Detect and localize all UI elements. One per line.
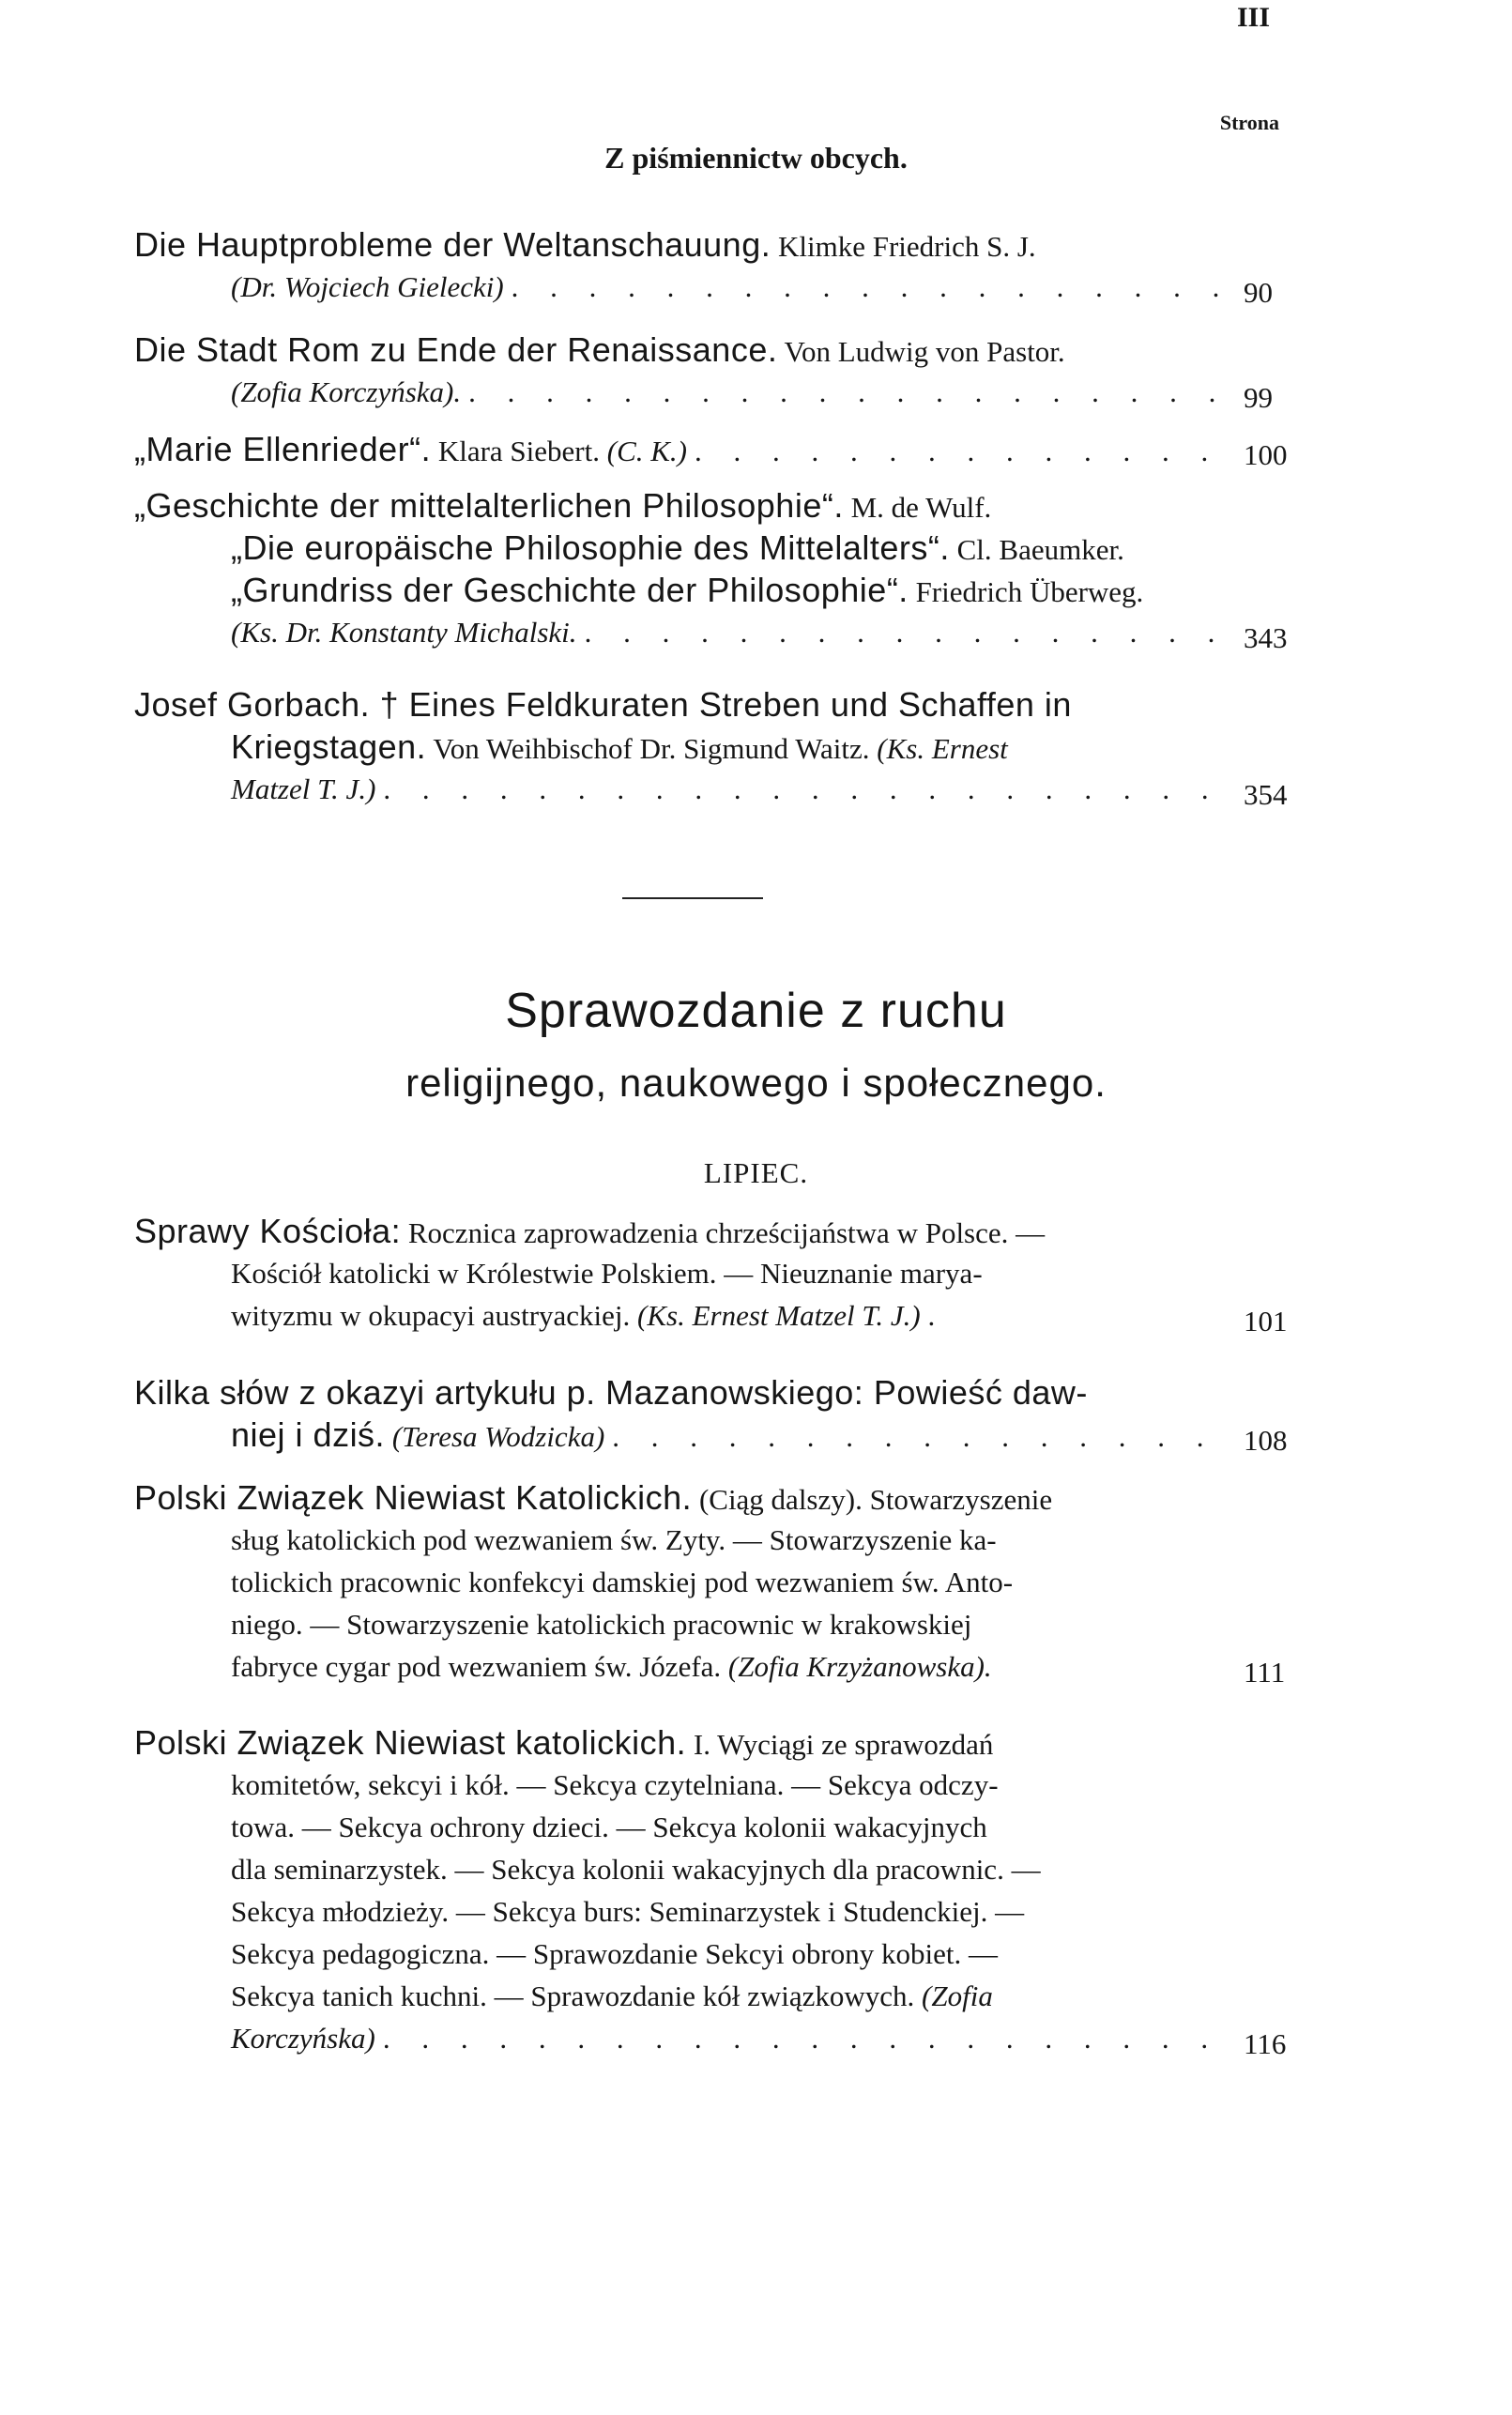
- entry-page-number: 343: [1244, 621, 1288, 654]
- entry-text: tolickich pracownic konfekcyi damskiej pod wezwaniem św. Anto-: [231, 1566, 1014, 1598]
- entry-line: [134, 2017, 1218, 2059]
- dot-leader: [468, 371, 1218, 413]
- month-label: LIPIEC.: [703, 1156, 809, 1189]
- entry-page-number: 111: [1244, 1656, 1286, 1689]
- entry-title: Die Hauptprobleme der Weltanschauung.: [134, 225, 771, 264]
- entry-text: Kościół katolicki w Królestwie Polskiem. — Nieuznanie marya-: [231, 1257, 983, 1290]
- foreign-literature-entry: [134, 683, 1288, 811]
- entry-text: Von Ludwig von Pastor.: [777, 335, 1065, 368]
- entry-line: [134, 1476, 1218, 1519]
- entry-page-number: 116: [1244, 2027, 1287, 2060]
- entry-line: [134, 1603, 1218, 1645]
- entry-line: [134, 1933, 1218, 1975]
- entry-text: Klara Siebert.: [431, 435, 607, 467]
- report-title: Sprawozdanie z ruchu: [505, 984, 1007, 1038]
- report-subtitle: religijnego, naukowego i społecznego.: [405, 1061, 1107, 1105]
- page-number: III: [1236, 2, 1270, 33]
- entry-author: (Ks. Ernest Matzel T. J.): [637, 1299, 921, 1332]
- entry-text: sług katolickich pod wezwaniem św. Zyty. — Stowarzyszenie ka-: [231, 1523, 997, 1556]
- entry-line: [134, 569, 1218, 611]
- entry-text: Rocznica zaprowadzenia chrześcijaństwa w Polsce. —: [401, 1216, 1046, 1249]
- entry-line: [134, 1975, 1218, 2017]
- entry-title: Polski Związek Niewiast Katolickich.: [134, 1478, 693, 1517]
- entry-author: (C. K.): [606, 435, 687, 467]
- foreign-literature-entry: [134, 428, 1288, 471]
- entry-text: (Ciąg dalszy). Stowarzyszenie: [692, 1483, 1053, 1516]
- entry-text: .: [920, 1299, 936, 1332]
- foreign-literature-entry: [134, 223, 1273, 309]
- entry-author: (Zofia: [922, 1979, 993, 2012]
- entry-title: „Grundriss der Geschichte der Philosophie“.: [231, 571, 909, 609]
- foreign-literature-entry: [134, 484, 1288, 654]
- entry-author: Matzel T. J.): [231, 772, 376, 805]
- entry-page-number: 354: [1244, 778, 1288, 811]
- dot-leader: [612, 1415, 1218, 1456]
- report-entry: [134, 1210, 1288, 1337]
- entry-line: [134, 1721, 1218, 1764]
- entry-line: [134, 768, 1218, 810]
- section-heading: Z piśmiennictw obcych.: [604, 141, 908, 175]
- entry-text: Von Weihbischof Dr. Sigmund Waitz.: [426, 732, 878, 765]
- entry-author: (Dr. Wojciech Gielecki): [231, 270, 504, 303]
- entry-title: „Die europäische Philosophie des Mittelalters“.: [231, 528, 950, 567]
- entry-line: [134, 1764, 1218, 1806]
- dot-leader: [585, 611, 1218, 653]
- entry-line: [134, 1294, 1218, 1337]
- entry-page-number: 108: [1244, 1424, 1288, 1457]
- entry-line: [134, 223, 1218, 266]
- entry-text: komitetów, sekcyi i kół. — Sekcya czytelniana. — Sekcya odczy-: [231, 1768, 999, 1801]
- dot-leader: [383, 2017, 1218, 2059]
- entry-text: Klimke Friedrich S. J.: [771, 230, 1036, 263]
- entry-line: [134, 1561, 1218, 1603]
- entry-line: [134, 611, 1218, 653]
- entry-line: [134, 1890, 1218, 1933]
- entry-text: I. Wyciągi ze sprawozdań: [686, 1728, 994, 1761]
- foreign-literature-entry: [134, 329, 1273, 414]
- entry-author: (Ks. Dr. Konstanty Michalski.: [231, 616, 577, 649]
- entry-title: „Geschichte der mittelalterlichen Philosophie“.: [134, 486, 844, 525]
- entry-line: [134, 1414, 1218, 1456]
- entry-page-number: 99: [1244, 381, 1273, 414]
- entry-text: Sekcya tanich kuchni. — Sprawozdanie kół związkowych.: [231, 1979, 923, 2012]
- entry-author: (Teresa Wodzicka): [385, 1420, 605, 1453]
- report-entry: [134, 1721, 1287, 2060]
- report-entry: [134, 1371, 1288, 1457]
- entry-title: Die Stadt Rom zu Ende der Renaissance.: [134, 330, 778, 369]
- dot-leader: [383, 768, 1218, 810]
- report-entry: [134, 1476, 1286, 1689]
- entry-line: [134, 428, 1218, 470]
- entry-page-number: 101: [1244, 1305, 1288, 1337]
- entry-text: towa. — Sekcya ochrony dzieci. — Sekcya kolonii wakacyjnych: [231, 1811, 987, 1843]
- dot-leader: [695, 430, 1218, 470]
- entry-text: Sekcya młodzieży. — Sekcya burs: Seminarzystek i Studenckiej. —: [231, 1895, 1025, 1928]
- entry-line: [134, 1645, 1218, 1688]
- entry-text: fabryce cygar pod wezwaniem św. Józefa.: [231, 1650, 728, 1683]
- entry-text: Cl. Baeumker.: [949, 533, 1124, 566]
- entry-line: [134, 1371, 1218, 1414]
- entry-text: niego. — Stowarzyszenie katolickich pracownic w krakowskiej: [231, 1608, 972, 1641]
- entry-text: Sekcya pedagogiczna. — Sprawozdanie Sekcyi obrony kobiet. —: [231, 1937, 998, 1970]
- section-divider: [622, 897, 763, 899]
- entry-line: [134, 484, 1218, 527]
- entry-title: Kriegstagen.: [231, 727, 427, 766]
- entry-line: [134, 1806, 1218, 1848]
- entry-title: Sprawy Kościoła:: [134, 1212, 402, 1250]
- entry-text: Friedrich Überweg.: [908, 575, 1144, 608]
- entry-text: wityzmu w okupacyi austryackiej.: [231, 1299, 638, 1332]
- entry-title: niej i dziś.: [231, 1415, 386, 1454]
- entry-title: Josef Gorbach. † Eines Feldkuraten Streben und Schaffen in: [134, 685, 1072, 724]
- entry-line: [134, 683, 1218, 726]
- entry-line: [134, 726, 1218, 768]
- entry-author: (Zofia Korczyńska).: [231, 375, 462, 408]
- entry-line: [134, 527, 1218, 569]
- entry-line: [134, 1210, 1218, 1252]
- entry-text: M. de Wulf.: [843, 491, 992, 524]
- entry-line: [134, 329, 1218, 371]
- entry-line: [134, 1848, 1218, 1890]
- entry-title: „Marie Ellenrieder“.: [134, 430, 432, 468]
- entry-author: Korczyńska): [231, 2022, 375, 2055]
- entry-page-number: 100: [1244, 438, 1288, 471]
- entry-line: [134, 1252, 1218, 1294]
- entry-page-number: 90: [1244, 276, 1273, 309]
- entry-text: dla seminarzystek. — Sekcya kolonii wakacyjnych dla pracownic. —: [231, 1853, 1041, 1886]
- page-column-header: Strona: [1219, 111, 1279, 134]
- dot-leader: [512, 266, 1218, 308]
- entry-line: [134, 1519, 1218, 1561]
- entry-title: Polski Związek Niewiast katolickich.: [134, 1723, 687, 1762]
- entry-author: (Ks. Ernest: [877, 732, 1008, 765]
- entry-author: (Zofia Krzyżanowska).: [727, 1650, 992, 1683]
- entry-line: [134, 266, 1218, 308]
- entry-title: Kilka słów z okazyi artykułu p. Mazanowskiego: Powieść daw-: [134, 1373, 1088, 1412]
- entry-line: [134, 371, 1218, 413]
